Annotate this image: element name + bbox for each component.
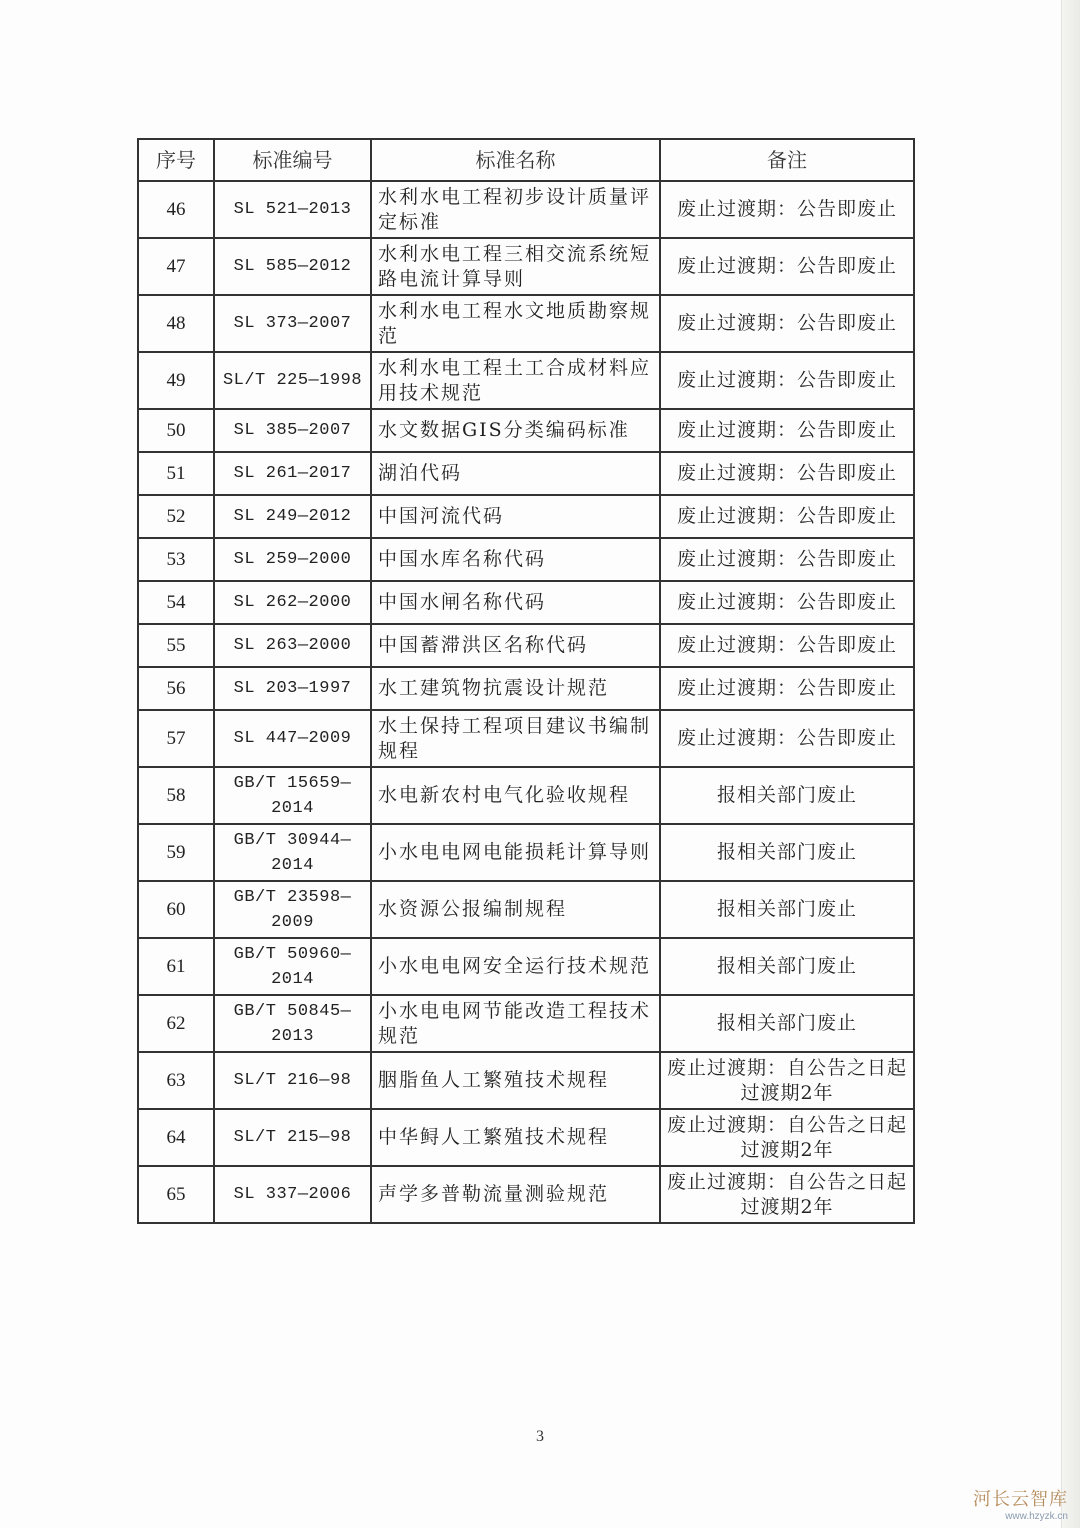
cell-seq: 60 — [138, 881, 214, 938]
page-number: 3 — [536, 1428, 544, 1445]
cell-name: 声学多普勒流量测验规范 — [371, 1166, 660, 1223]
cell-seq: 47 — [138, 238, 214, 295]
cell-note: 废止过渡期：公告即废止 — [660, 495, 914, 538]
cell-name: 水土保持工程项目建议书编制规程 — [371, 710, 660, 767]
standards-table — [137, 138, 915, 1224]
cell-code: SL 263—2000 — [214, 624, 371, 667]
cell-name: 中国河流代码 — [371, 495, 660, 538]
watermark — [973, 1485, 1068, 1522]
cell-code: SL/T 216—98 — [214, 1052, 371, 1109]
cell-code: SL 337—2006 — [214, 1166, 371, 1223]
cell-seq: 65 — [138, 1166, 214, 1223]
table-row — [138, 409, 914, 452]
cell-seq: 56 — [138, 667, 214, 710]
cell-seq: 58 — [138, 767, 214, 824]
cell-name: 小水电电网电能损耗计算导则 — [371, 824, 660, 881]
table-row — [138, 181, 914, 238]
cell-note: 废止过渡期：自公告之日起过渡期2年 — [660, 1166, 914, 1223]
cell-code: SL 203—1997 — [214, 667, 371, 710]
table-row — [138, 581, 914, 624]
cell-note: 废止过渡期：公告即废止 — [660, 581, 914, 624]
cell-name: 小水电电网安全运行技术规范 — [371, 938, 660, 995]
cell-note: 报相关部门废止 — [660, 995, 914, 1052]
cell-note: 废止过渡期：公告即废止 — [660, 624, 914, 667]
table-row — [138, 452, 914, 495]
cell-code: SL 521—2013 — [214, 181, 371, 238]
table-row — [138, 881, 914, 938]
cell-code: SL 249—2012 — [214, 495, 371, 538]
table-row — [138, 995, 914, 1052]
cell-name: 水利水电工程初步设计质量评定标准 — [371, 181, 660, 238]
cell-note: 报相关部门废止 — [660, 881, 914, 938]
cell-note: 报相关部门废止 — [660, 767, 914, 824]
table-row — [138, 352, 914, 409]
cell-name: 水文数据GIS分类编码标准 — [371, 409, 660, 452]
cell-code: SL/T 215—98 — [214, 1109, 371, 1166]
cell-name: 湖泊代码 — [371, 452, 660, 495]
cell-seq: 57 — [138, 710, 214, 767]
cell-seq: 55 — [138, 624, 214, 667]
table-header-row — [138, 139, 914, 181]
cell-code: SL 373—2007 — [214, 295, 371, 352]
cell-seq: 61 — [138, 938, 214, 995]
table-row — [138, 538, 914, 581]
cell-seq: 52 — [138, 495, 214, 538]
cell-note: 废止过渡期：公告即废止 — [660, 295, 914, 352]
watermark-url: www.hzyzk.cn — [1005, 1511, 1068, 1522]
table-row — [138, 667, 914, 710]
cell-code: GB/T 50960—2014 — [214, 938, 371, 995]
cell-code: SL 262—2000 — [214, 581, 371, 624]
header-seq: 序号 — [138, 139, 214, 181]
cell-note: 废止过渡期：公告即废止 — [660, 238, 914, 295]
cell-code: GB/T 30944—2014 — [214, 824, 371, 881]
table-row — [138, 495, 914, 538]
cell-code: SL 261—2017 — [214, 452, 371, 495]
cell-seq: 63 — [138, 1052, 214, 1109]
cell-name: 水电新农村电气化验收规程 — [371, 767, 660, 824]
table-row — [138, 1052, 914, 1109]
cell-seq: 62 — [138, 995, 214, 1052]
cell-seq: 46 — [138, 181, 214, 238]
cell-seq: 59 — [138, 824, 214, 881]
cell-seq: 51 — [138, 452, 214, 495]
header-code: 标准编号 — [214, 139, 371, 181]
table-row — [138, 710, 914, 767]
cell-name: 水资源公报编制规程 — [371, 881, 660, 938]
table-row — [138, 295, 914, 352]
cell-note: 废止过渡期：公告即废止 — [660, 352, 914, 409]
table-row — [138, 624, 914, 667]
page-edge — [1061, 0, 1080, 1528]
table-row — [138, 1109, 914, 1166]
table-row — [138, 1166, 914, 1223]
cell-note: 废止过渡期：公告即废止 — [660, 710, 914, 767]
cell-code: SL 385—2007 — [214, 409, 371, 452]
cell-name: 胭脂鱼人工繁殖技术规程 — [371, 1052, 660, 1109]
cell-note: 废止过渡期：公告即废止 — [660, 538, 914, 581]
cell-note: 废止过渡期：公告即废止 — [660, 181, 914, 238]
cell-note: 报相关部门废止 — [660, 938, 914, 995]
cell-name: 水工建筑物抗震设计规范 — [371, 667, 660, 710]
cell-note: 废止过渡期：公告即废止 — [660, 409, 914, 452]
cell-seq: 53 — [138, 538, 214, 581]
watermark-name: 河长云智库 — [973, 1489, 1068, 1510]
table-row — [138, 767, 914, 824]
cell-note: 报相关部门废止 — [660, 824, 914, 881]
cell-seq: 49 — [138, 352, 214, 409]
cell-name: 水利水电工程三相交流系统短路电流计算导则 — [371, 238, 660, 295]
cell-seq: 54 — [138, 581, 214, 624]
cell-name: 水利水电工程土工合成材料应用技术规范 — [371, 352, 660, 409]
cell-code: SL/T 225—1998 — [214, 352, 371, 409]
cell-code: GB/T 15659—2014 — [214, 767, 371, 824]
cell-note: 废止过渡期：公告即废止 — [660, 667, 914, 710]
cell-note: 废止过渡期：自公告之日起过渡期2年 — [660, 1052, 914, 1109]
cell-code: GB/T 50845—2013 — [214, 995, 371, 1052]
header-note: 备注 — [660, 139, 914, 181]
cell-name: 中国水闸名称代码 — [371, 581, 660, 624]
cell-seq: 48 — [138, 295, 214, 352]
cell-name: 中华鲟人工繁殖技术规程 — [371, 1109, 660, 1166]
cell-code: SL 585—2012 — [214, 238, 371, 295]
cell-seq: 50 — [138, 409, 214, 452]
cell-code: SL 447—2009 — [214, 710, 371, 767]
cell-code: SL 259—2000 — [214, 538, 371, 581]
table-row — [138, 938, 914, 995]
cell-note: 废止过渡期：自公告之日起过渡期2年 — [660, 1109, 914, 1166]
cell-seq: 64 — [138, 1109, 214, 1166]
header-name: 标准名称 — [371, 139, 660, 181]
cell-name: 中国水库名称代码 — [371, 538, 660, 581]
cell-note: 废止过渡期：公告即废止 — [660, 452, 914, 495]
cell-name: 水利水电工程水文地质勘察规范 — [371, 295, 660, 352]
cell-name: 小水电电网节能改造工程技术规范 — [371, 995, 660, 1052]
table-row — [138, 824, 914, 881]
table-row — [138, 238, 914, 295]
cell-name: 中国蓄滞洪区名称代码 — [371, 624, 660, 667]
cell-code: GB/T 23598—2009 — [214, 881, 371, 938]
